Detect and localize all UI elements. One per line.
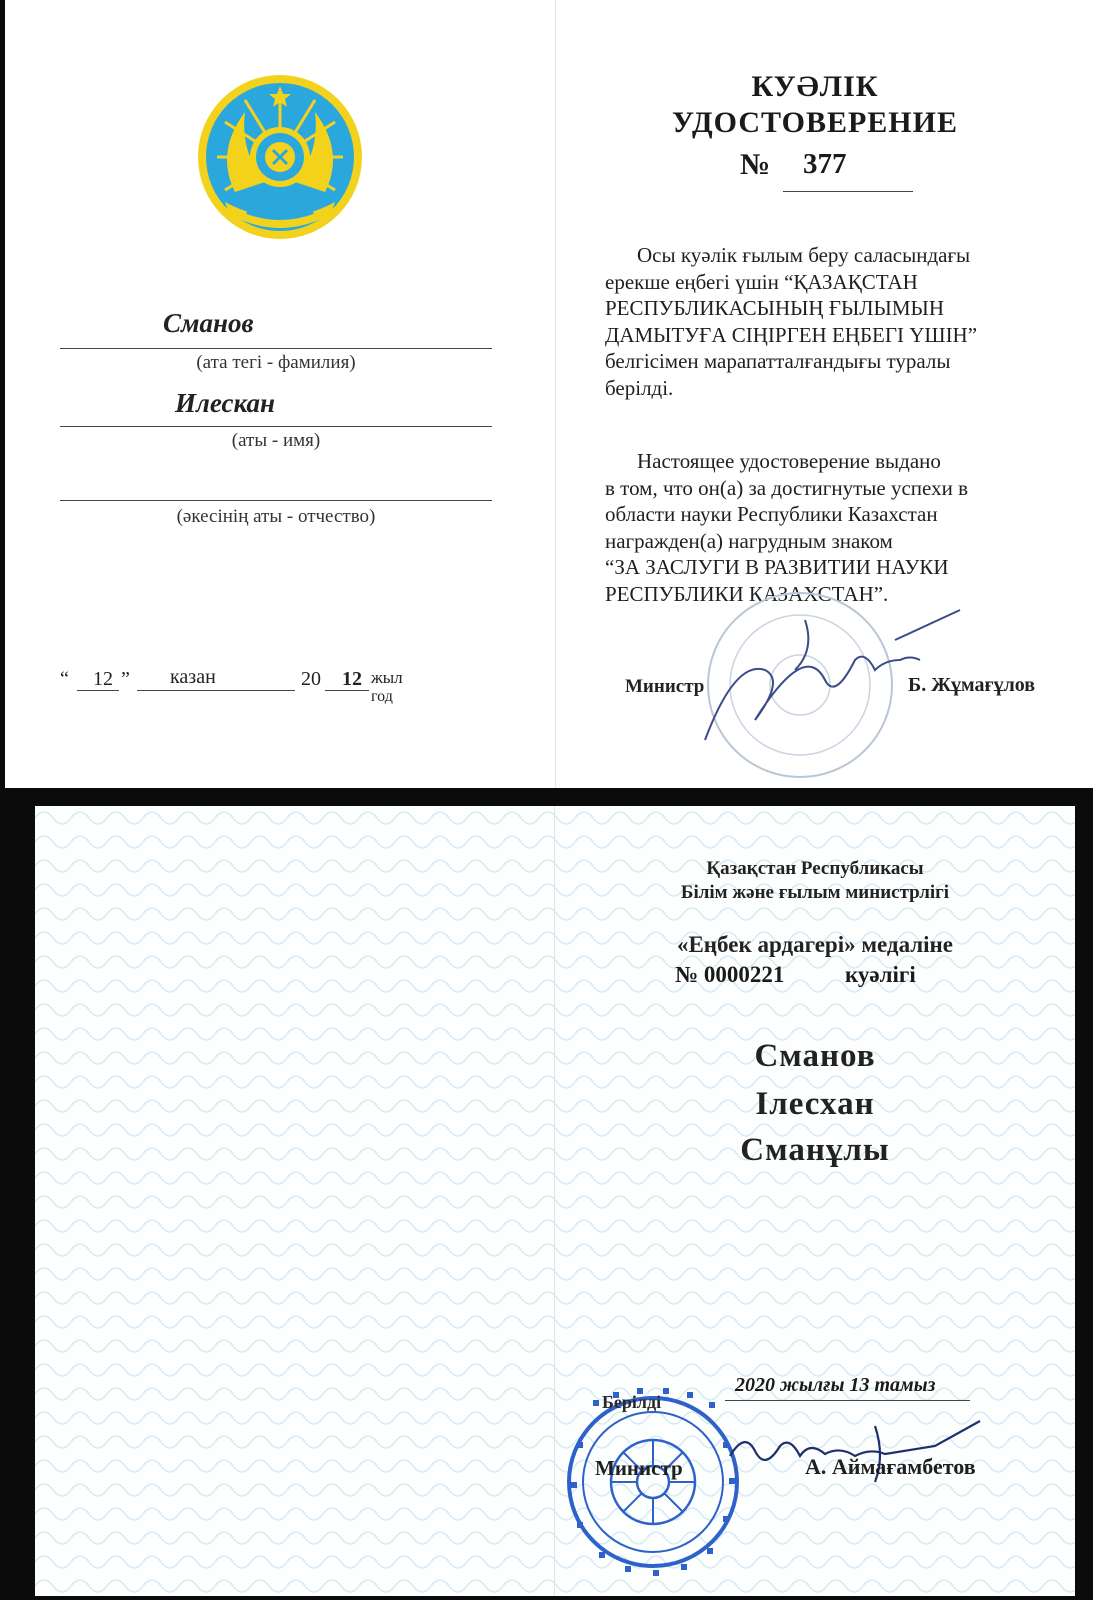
- fold-line: [555, 0, 556, 788]
- holder-name: Ілесхан: [755, 1086, 875, 1122]
- date-year-suffix: 12: [342, 668, 362, 690]
- number-sign: №: [740, 148, 771, 181]
- date-quote-open: “: [60, 668, 69, 690]
- text-ru-line: награжден(а) нагрудным знаком: [605, 528, 893, 553]
- issued-label: Берілді: [602, 1392, 662, 1412]
- date-year-word-kz: жыл: [371, 668, 403, 687]
- surname-line: [60, 348, 492, 349]
- certificate-word: куәлігі: [845, 962, 916, 987]
- patronymic-line: [60, 500, 492, 501]
- text-kz-line: ДАМЫТУҒА СІҢІРГЕН ЕҢБЕГІ ҮШІН”: [605, 322, 978, 347]
- holder-patronymic: Сманұлы: [740, 1132, 890, 1168]
- ministry-name: Білім және ғылым министрлігі: [680, 882, 950, 903]
- text-ru-line: в том, что он(а) за достигнутые успехи в: [605, 475, 968, 500]
- text-kz-line: берілді.: [605, 375, 674, 400]
- text-kz: [605, 242, 1017, 401]
- top-certificate: [5, 0, 1093, 788]
- title-ru: УДОСТОВЕРЕНИЕ: [672, 106, 958, 139]
- surname-value: Сманов: [163, 308, 254, 338]
- date-year-line: [325, 690, 369, 691]
- date-day-line: [77, 690, 119, 691]
- state-emblem-icon: [195, 72, 365, 242]
- date-year-word-ru: год: [371, 688, 393, 705]
- date-day: 12: [93, 668, 113, 690]
- holder-surname: Сманов: [754, 1038, 876, 1074]
- date-year-prefix: 20: [301, 668, 321, 690]
- given-name-line: [60, 426, 492, 427]
- patronymic-caption: (әкесінің аты - отчество): [176, 506, 376, 527]
- minister-label: Министр: [595, 1456, 683, 1480]
- text-kz-line: белгісімен марапатталғандығы туралы: [605, 349, 951, 373]
- text-ru-line: РЕСПУБЛИКИ КАЗАХСТАН”.: [605, 581, 889, 606]
- title-kz: КУӘЛІК: [751, 70, 879, 103]
- text-kz-line: ерекше еңбегі үшін “ҚАЗАҚСТАН: [605, 269, 918, 294]
- certificate-number: № 0000221: [675, 962, 785, 987]
- text-ru: [605, 448, 1017, 607]
- medal-title: «Еңбек ардагері» медаліне: [676, 932, 954, 957]
- date-quote-close: ”: [121, 668, 130, 690]
- text-ru-line: “ЗА ЗАСЛУГИ В РАЗВИТИИ НАУКИ: [605, 555, 949, 579]
- country-name: Қазақстан Республикасы: [706, 858, 924, 879]
- issue-date: 2020 жылғы 13 тамыз: [735, 1374, 936, 1396]
- text-kz-line: РЕСПУБЛИКАСЫНЫҢ ҒЫЛЫМЫН: [605, 296, 944, 320]
- text-kz-line: Осы куәлік ғылым беру саласындағы: [637, 243, 971, 267]
- bottom-certificate: [35, 806, 1075, 1596]
- fold-line: [554, 806, 555, 1596]
- given-name-value: Илескан: [175, 388, 275, 418]
- given-name-caption: (аты - имя): [231, 430, 321, 451]
- certificate-number: 377: [803, 148, 847, 180]
- minister-name: А. Аймағамбетов: [805, 1454, 976, 1479]
- minister-name: Б. Жұмағұлов: [908, 674, 1036, 696]
- text-ru-line: области науки Республики Казахстан: [605, 502, 938, 526]
- surname-caption: (ата тегі - фамилия): [196, 352, 356, 373]
- date-month-line: [137, 690, 295, 691]
- number-line: [783, 191, 913, 192]
- minister-label: Министр: [625, 676, 705, 697]
- issue-date-line: [725, 1400, 970, 1401]
- date-month: казан: [170, 666, 216, 688]
- text-ru-line: Настоящее удостоверение выдано: [637, 449, 941, 473]
